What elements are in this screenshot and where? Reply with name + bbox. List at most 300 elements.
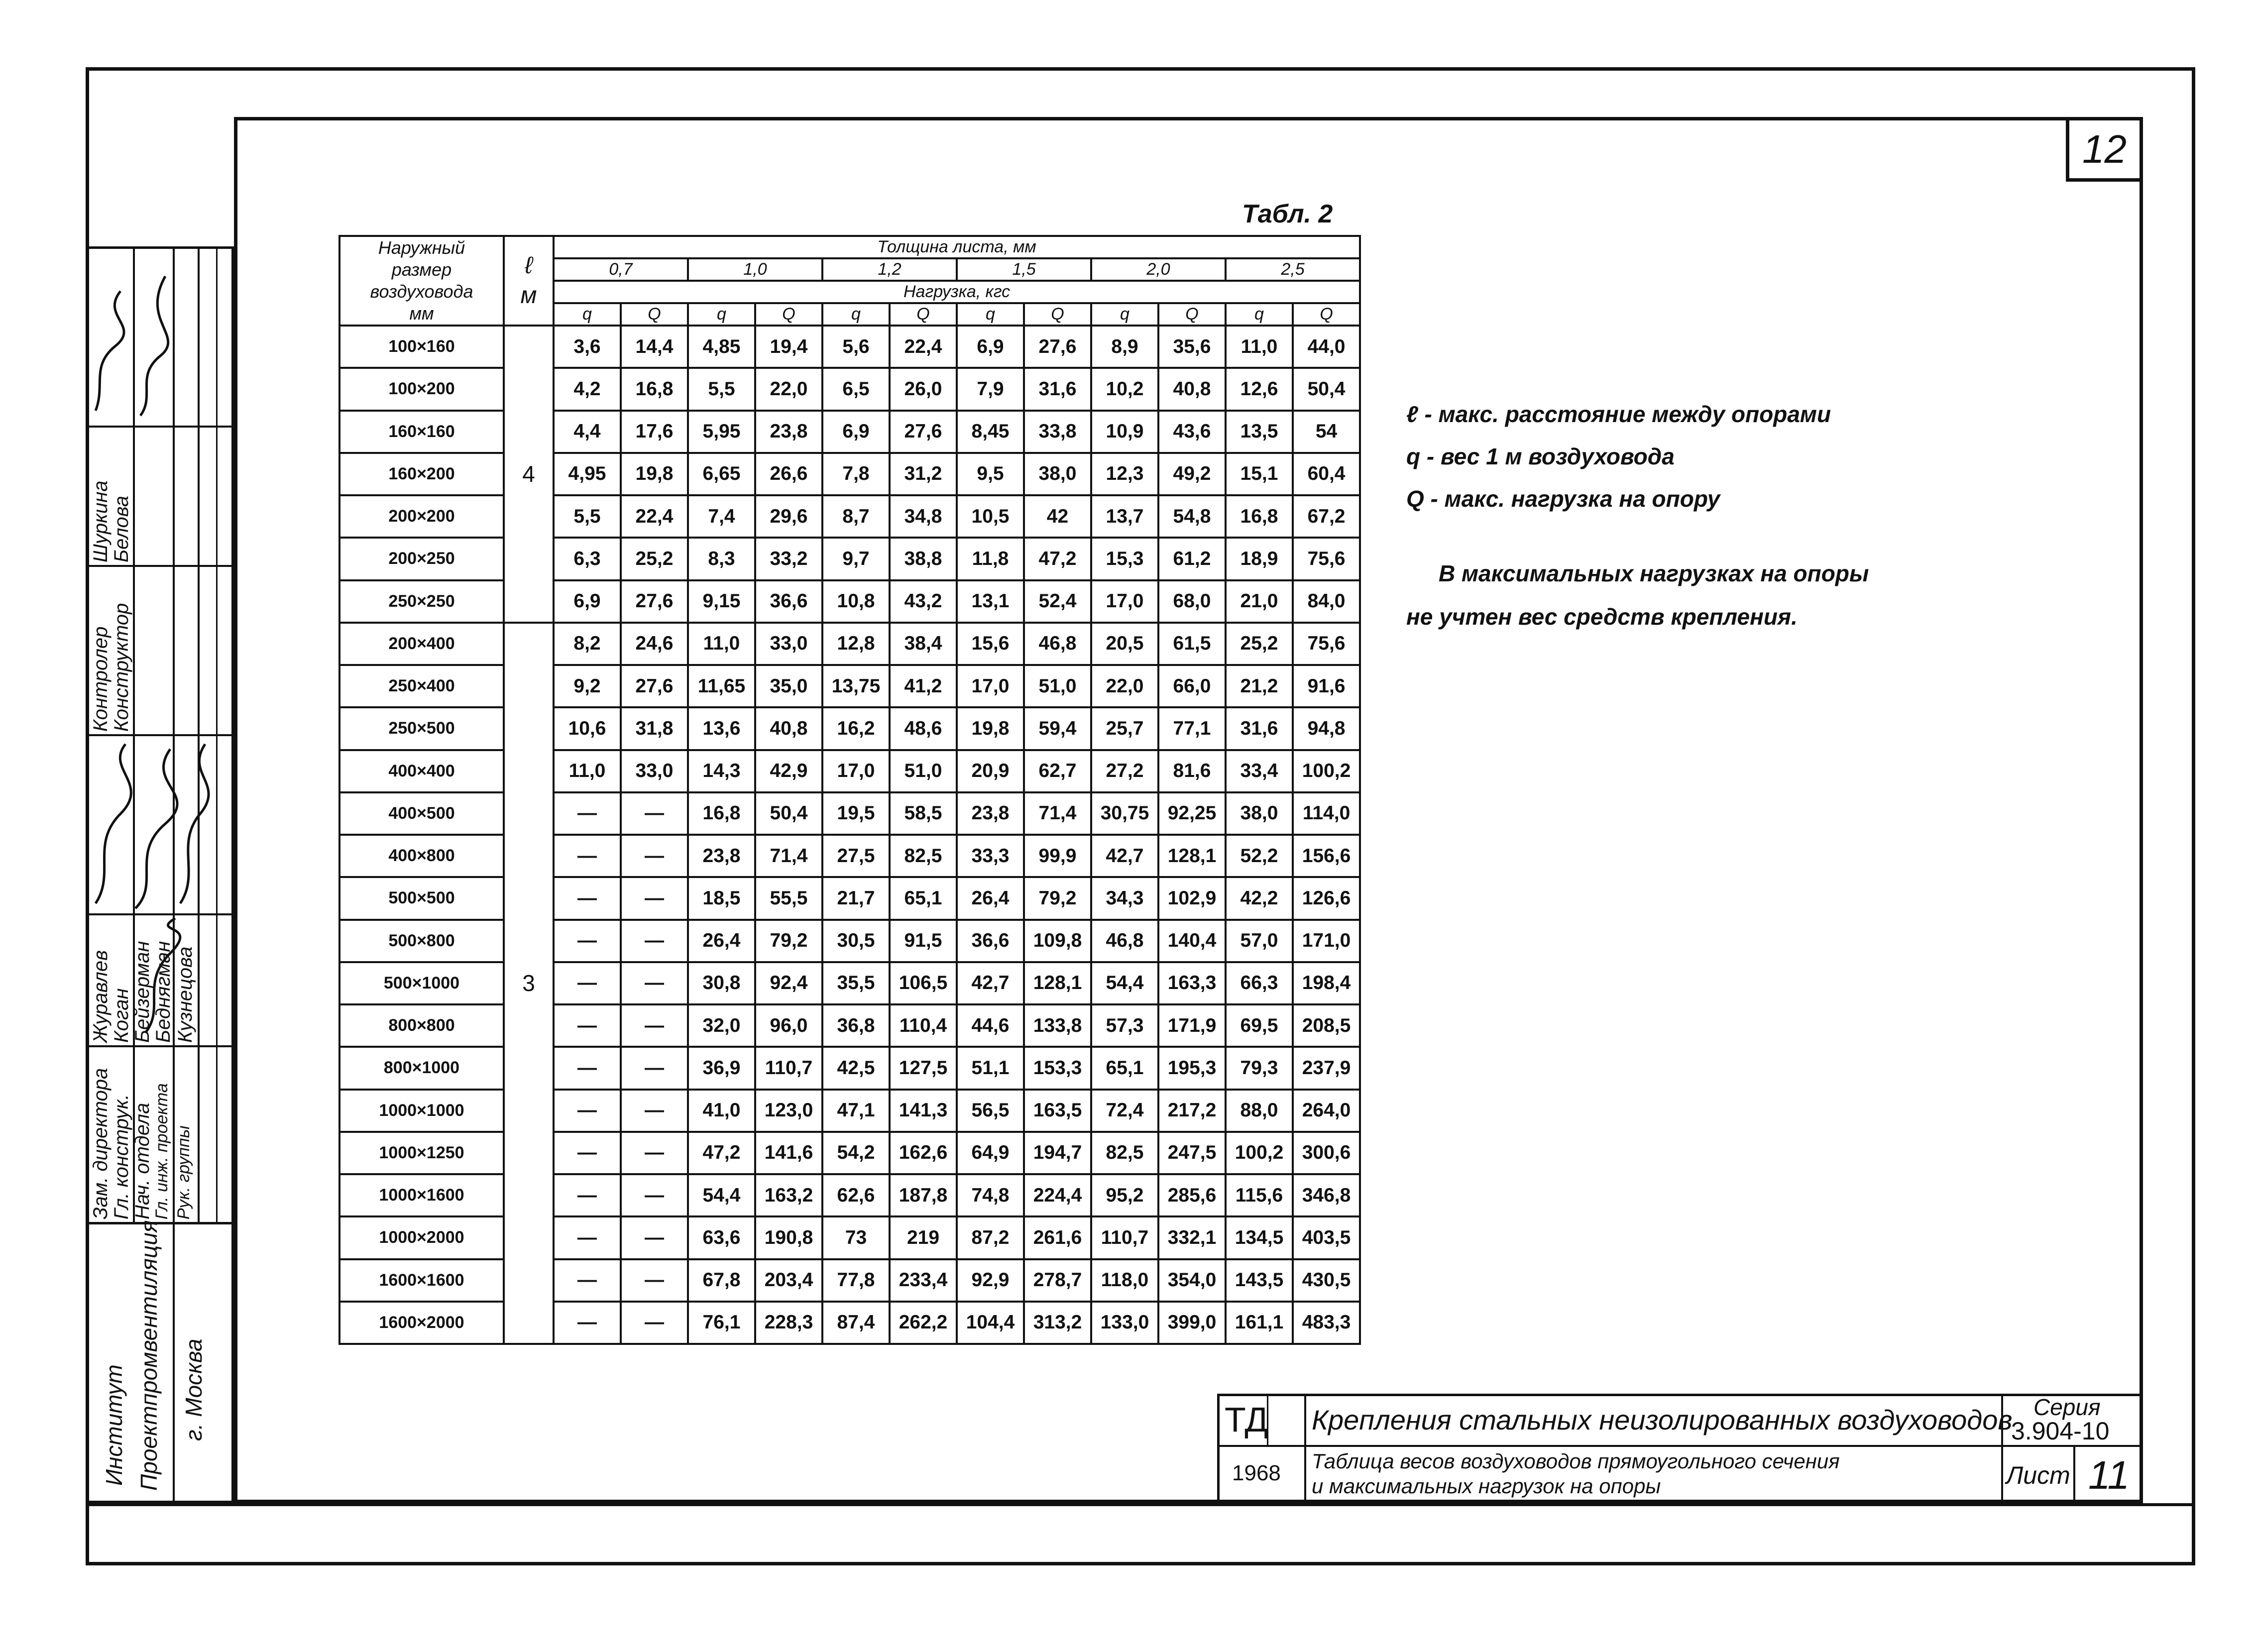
institute-label: Институт (101, 1364, 127, 1486)
load-value: — (621, 835, 688, 877)
table-row (339, 1174, 1360, 1216)
load-value: 100,2 (1293, 750, 1360, 792)
load-value: 224,4 (1024, 1174, 1091, 1216)
weight-value: — (554, 1004, 621, 1047)
weight-value: 21,2 (1226, 665, 1293, 707)
load-value: — (621, 1047, 688, 1089)
weight-value: 62,6 (822, 1174, 890, 1216)
weight-value: 73 (822, 1216, 890, 1259)
load-value: 29,6 (755, 495, 822, 538)
load-value: 99,9 (1024, 835, 1091, 877)
table-row (339, 1047, 1360, 1089)
duct-size: 800×1000 (339, 1047, 504, 1089)
load-value: 171,9 (1158, 1004, 1226, 1047)
thickness-col-0: 0,7 (554, 258, 688, 281)
duct-size: 1000×2000 (339, 1216, 504, 1259)
load-value: 43,2 (890, 580, 957, 623)
weight-value: 52,2 (1226, 835, 1293, 877)
weight-value: 134,5 (1226, 1216, 1293, 1259)
table-row (339, 1090, 1360, 1132)
weight-value: 79,3 (1226, 1047, 1293, 1089)
table-row (339, 580, 1360, 623)
weight-value: 51,1 (957, 1047, 1024, 1089)
weight-value: 26,4 (957, 877, 1024, 919)
weight-value: 23,8 (688, 835, 755, 877)
weight-value: 30,8 (688, 962, 755, 1004)
series-number: 3.904-10 (2011, 1417, 2110, 1445)
weight-value: 11,65 (688, 665, 755, 707)
duct-size: 200×200 (339, 495, 504, 538)
load-Q-header: Q (1158, 303, 1226, 326)
weight-value: 36,8 (822, 1004, 890, 1047)
weight-value: 100,2 (1226, 1132, 1293, 1174)
load-value: 26,6 (755, 453, 822, 495)
duct-size: 250×400 (339, 665, 504, 707)
weight-value: 8,7 (822, 495, 890, 538)
weight-value: 57,0 (1226, 920, 1293, 962)
weight-value: 6,3 (554, 538, 621, 580)
load-value: 403,5 (1293, 1216, 1360, 1259)
load-value: 42 (1024, 495, 1091, 538)
load-value: — (621, 877, 688, 919)
load-value: 68,0 (1158, 580, 1226, 623)
weight-value: 31,6 (1226, 707, 1293, 750)
weight-value: 12,3 (1091, 453, 1158, 495)
weight-value: 92,9 (957, 1259, 1024, 1302)
load-Q-header: Q (1024, 303, 1091, 326)
table-row (339, 750, 1360, 792)
load-value: 67,2 (1293, 495, 1360, 538)
weight-q-header: q (688, 303, 755, 326)
load-value: 96,0 (755, 1004, 822, 1047)
weight-value: 7,4 (688, 495, 755, 538)
load-value: 127,5 (890, 1047, 957, 1089)
weight-value: 11,0 (554, 750, 621, 792)
table-row (339, 835, 1360, 877)
weight-value: 25,2 (1226, 623, 1293, 665)
weight-value: 118,0 (1091, 1259, 1158, 1302)
thickness-header: Толщина листа, мм (554, 236, 1360, 258)
load-value: — (621, 792, 688, 835)
weight-value: 9,7 (822, 538, 890, 580)
load-value: 71,4 (755, 835, 822, 877)
load-value: 22,4 (890, 326, 957, 368)
weight-value: 33,4 (1226, 750, 1293, 792)
weight-value: — (554, 877, 621, 919)
weight-value: 46,8 (1091, 920, 1158, 962)
weight-value: 23,8 (957, 792, 1024, 835)
weight-value: 8,3 (688, 538, 755, 580)
load-value: 14,4 (621, 326, 688, 368)
weight-value: 15,3 (1091, 538, 1158, 580)
load-value: 33,0 (621, 750, 688, 792)
weight-value: 110,7 (1091, 1216, 1158, 1259)
load-value: 92,25 (1158, 792, 1226, 835)
weight-value: 36,6 (957, 920, 1024, 962)
weight-value: 21,7 (822, 877, 890, 919)
weight-value: 16,8 (1226, 495, 1293, 538)
load-value: 261,6 (1024, 1216, 1091, 1259)
table-row (339, 707, 1360, 750)
table-row (339, 538, 1360, 580)
duct-size: 500×1000 (339, 962, 504, 1004)
load-value: 114,0 (1293, 792, 1360, 835)
legend-Q: Q - макс. нагрузка на опору (1406, 486, 1720, 512)
left-stamp (86, 246, 234, 1503)
weight-value: 9,2 (554, 665, 621, 707)
weight-value: 20,5 (1091, 623, 1158, 665)
table-row (339, 411, 1360, 453)
legend-l: ℓ - макс. расстояние между опорами (1406, 401, 1831, 427)
load-value: 26,0 (890, 368, 957, 410)
load-Q-header: Q (755, 303, 822, 326)
weight-value: 13,1 (957, 580, 1024, 623)
load-value: 40,8 (755, 707, 822, 750)
load-value: 27,6 (621, 580, 688, 623)
load-value: — (621, 1004, 688, 1047)
table-row (339, 962, 1360, 1004)
weight-value: 6,5 (822, 368, 890, 410)
weight-value: 11,0 (1226, 326, 1293, 368)
load-value: 163,3 (1158, 962, 1226, 1004)
weight-value: 63,6 (688, 1216, 755, 1259)
load-value: 264,0 (1293, 1090, 1360, 1132)
load-value: 58,5 (890, 792, 957, 835)
load-value: 36,6 (755, 580, 822, 623)
load-value: 128,1 (1024, 962, 1091, 1004)
load-value: 19,8 (621, 453, 688, 495)
weight-q-header: q (554, 303, 621, 326)
load-value: 33,8 (1024, 411, 1091, 453)
weight-value: 13,6 (688, 707, 755, 750)
weight-value: 8,2 (554, 623, 621, 665)
load-value: 81,6 (1158, 750, 1226, 792)
load-value: — (621, 1090, 688, 1132)
weight-value: 20,9 (957, 750, 1024, 792)
load-value: 33,0 (755, 623, 822, 665)
weight-value: 12,8 (822, 623, 890, 665)
load-value: 219 (890, 1216, 957, 1259)
load-value: 71,4 (1024, 792, 1091, 835)
load-value: — (621, 962, 688, 1004)
weight-q-header: q (822, 303, 890, 326)
weight-value: — (554, 1132, 621, 1174)
duct-size: 1000×1250 (339, 1132, 504, 1174)
table-row (339, 1259, 1360, 1302)
table-row (339, 326, 1360, 368)
weight-value: 13,75 (822, 665, 890, 707)
load-value: — (621, 1174, 688, 1216)
weight-value: 35,5 (822, 962, 890, 1004)
load-Q-header: Q (1293, 303, 1360, 326)
load-value: 237,9 (1293, 1047, 1360, 1089)
load-value: 300,6 (1293, 1132, 1360, 1174)
data-table (338, 235, 1361, 1345)
name-designer: Белова (111, 495, 132, 562)
weight-value: 5,6 (822, 326, 890, 368)
load-value: 54,8 (1158, 495, 1226, 538)
name-2: Коган (111, 988, 132, 1043)
load-value: 285,6 (1158, 1174, 1226, 1216)
table-row (339, 623, 1360, 665)
weight-value: 87,2 (957, 1216, 1024, 1259)
load-value: 54 (1293, 411, 1360, 453)
load-value: 187,8 (890, 1174, 957, 1216)
weight-value: 42,5 (822, 1047, 890, 1089)
load-value: 156,6 (1293, 835, 1360, 877)
weight-value: 12,6 (1226, 368, 1293, 410)
span-length: 3 (504, 623, 554, 1344)
weight-value: 76,1 (688, 1302, 755, 1344)
weight-value: — (554, 1047, 621, 1089)
weight-value: 6,65 (688, 453, 755, 495)
load-value: 31,8 (621, 707, 688, 750)
load-value: 31,6 (1024, 368, 1091, 410)
weight-value: 21,0 (1226, 580, 1293, 623)
duct-size: 100×200 (339, 368, 504, 410)
load-value: 22,0 (755, 368, 822, 410)
load-value: 195,3 (1158, 1047, 1226, 1089)
duct-size: 500×800 (339, 920, 504, 962)
weight-value: 15,1 (1226, 453, 1293, 495)
weight-value: 10,6 (554, 707, 621, 750)
bottom-strip-line (86, 1503, 2195, 1506)
title-block (1217, 1394, 2143, 1503)
table-row (339, 453, 1360, 495)
name-3: Бейзерман (131, 941, 153, 1043)
weight-value: — (554, 1090, 621, 1132)
weight-value: 5,5 (554, 495, 621, 538)
weight-value: 18,5 (688, 877, 755, 919)
thickness-col-4: 2,0 (1091, 258, 1226, 281)
weight-value: 22,0 (1091, 665, 1158, 707)
load-value: 190,8 (755, 1216, 822, 1259)
load-value: 262,2 (890, 1302, 957, 1344)
load-value: 27,6 (890, 411, 957, 453)
weight-value: 18,9 (1226, 538, 1293, 580)
load-value: 47,2 (1024, 538, 1091, 580)
load-value: 194,7 (1024, 1132, 1091, 1174)
weight-value: 87,4 (822, 1302, 890, 1344)
load-value: 50,4 (755, 792, 822, 835)
load-value: 332,1 (1158, 1216, 1226, 1259)
name-5: Кузнецова (174, 946, 196, 1043)
weight-value: 36,9 (688, 1047, 755, 1089)
weight-value: 15,6 (957, 623, 1024, 665)
weight-value: 161,1 (1226, 1302, 1293, 1344)
load-value: 94,8 (1293, 707, 1360, 750)
duct-size: 160×160 (339, 411, 504, 453)
weight-value: — (554, 1259, 621, 1302)
weight-value: 115,6 (1226, 1174, 1293, 1216)
weight-value: 17,0 (1091, 580, 1158, 623)
weight-value: 54,2 (822, 1132, 890, 1174)
doc-code: ТД (1225, 1400, 1268, 1439)
weight-value: 13,7 (1091, 495, 1158, 538)
duct-size: 200×400 (339, 623, 504, 665)
weight-value: 4,4 (554, 411, 621, 453)
load-value: 61,2 (1158, 538, 1226, 580)
role-2: Гл. конструк. (111, 1094, 132, 1219)
weight-value: 133,0 (1091, 1302, 1158, 1344)
load-value: 79,2 (755, 920, 822, 962)
weight-value: 143,5 (1226, 1259, 1293, 1302)
load-Q-header: Q (890, 303, 957, 326)
weight-value: 19,8 (957, 707, 1024, 750)
role-5: Рук. группы (174, 1125, 193, 1219)
load-value: 128,1 (1158, 835, 1226, 877)
load-value: 38,8 (890, 538, 957, 580)
weight-value: — (554, 920, 621, 962)
sheet-number: 12 (2082, 127, 2127, 171)
weight-value: 34,3 (1091, 877, 1158, 919)
load-value: 34,8 (890, 495, 957, 538)
weight-value: 8,45 (957, 411, 1024, 453)
load-value: 38,0 (1024, 453, 1091, 495)
load-value: 38,4 (890, 623, 957, 665)
load-value: 126,6 (1293, 877, 1360, 919)
load-value: — (621, 1216, 688, 1259)
name-1: Журавлев (90, 950, 112, 1043)
load-value: 27,6 (1024, 326, 1091, 368)
weight-value: 13,5 (1226, 411, 1293, 453)
load-value: 106,5 (890, 962, 957, 1004)
load-value: 163,5 (1024, 1090, 1091, 1132)
weight-value: 30,75 (1091, 792, 1158, 835)
load-value: 91,5 (890, 920, 957, 962)
table-label: Табл. 2 (1242, 200, 1333, 228)
duct-size: 500×500 (339, 877, 504, 919)
load-value: 22,4 (621, 495, 688, 538)
weight-value: 6,9 (957, 326, 1024, 368)
weight-value: 19,5 (822, 792, 890, 835)
weight-value: 64,9 (957, 1132, 1024, 1174)
thickness-col-5: 2,5 (1226, 258, 1360, 281)
load-value: 17,6 (621, 411, 688, 453)
load-value: 25,2 (621, 538, 688, 580)
load-value: 46,8 (1024, 623, 1091, 665)
weight-q-header: q (1091, 303, 1158, 326)
load-value: 92,4 (755, 962, 822, 1004)
institute-name: Проектпромвентиляция (136, 1220, 162, 1491)
weight-value: 4,95 (554, 453, 621, 495)
weight-value: — (554, 1216, 621, 1259)
load-value: — (621, 1132, 688, 1174)
weight-value: 88,0 (1226, 1090, 1293, 1132)
load-value: 171,0 (1293, 920, 1360, 962)
load-value: 16,8 (621, 368, 688, 410)
weight-value: 56,5 (957, 1090, 1024, 1132)
duct-size: 100×160 (339, 326, 504, 368)
load-value: 82,5 (890, 835, 957, 877)
load-value: 55,5 (755, 877, 822, 919)
load-Q-header: Q (621, 303, 688, 326)
load-value: — (621, 1259, 688, 1302)
load-value: 50,4 (1293, 368, 1360, 410)
duct-size: 400×800 (339, 835, 504, 877)
sheet-number-box (2066, 117, 2143, 182)
load-value: 217,2 (1158, 1090, 1226, 1132)
weight-value: — (554, 1174, 621, 1216)
table-row (339, 920, 1360, 962)
weight-value: 77,8 (822, 1259, 890, 1302)
weight-value: 26,4 (688, 920, 755, 962)
weight-value: 9,15 (688, 580, 755, 623)
load-value: 278,7 (1024, 1259, 1091, 1302)
table-row (339, 495, 1360, 538)
name-controller: Шуркина (90, 480, 112, 562)
duct-size: 200×250 (339, 538, 504, 580)
weight-value: 41,0 (688, 1090, 755, 1132)
weight-value: 6,9 (822, 411, 890, 453)
load-value: 153,3 (1024, 1047, 1091, 1089)
table-row (339, 1132, 1360, 1174)
load-value: 84,0 (1293, 580, 1360, 623)
load-value: 91,6 (1293, 665, 1360, 707)
size-column-header: Наружный размер воздуховода мм (339, 236, 504, 326)
load-value: 75,6 (1293, 538, 1360, 580)
load-value: — (621, 920, 688, 962)
weight-value: 10,5 (957, 495, 1024, 538)
weight-value: — (554, 962, 621, 1004)
note-line-1: В максимальных нагрузках на опоры (1439, 560, 1869, 586)
duct-size: 400×400 (339, 750, 504, 792)
weight-value: 5,5 (688, 368, 755, 410)
weight-value: — (554, 835, 621, 877)
load-value: 40,8 (1158, 368, 1226, 410)
load-header: Нагрузка, кгс (554, 281, 1360, 303)
weight-value: 6,9 (554, 580, 621, 623)
role-designer: Конструктор (111, 603, 132, 732)
weight-value: 42,7 (957, 962, 1024, 1004)
duct-size: 1600×2000 (339, 1302, 504, 1344)
weight-value: 54,4 (1091, 962, 1158, 1004)
thickness-col-3: 1,5 (957, 258, 1091, 281)
load-value: 208,5 (1293, 1004, 1360, 1047)
role-3: Нач. отдела (131, 1102, 153, 1219)
load-value: — (621, 1302, 688, 1344)
table-row (339, 665, 1360, 707)
span-column-header: ℓ м (504, 236, 554, 326)
thickness-col-1: 1,0 (688, 258, 822, 281)
weight-value: 10,9 (1091, 411, 1158, 453)
weight-value: 47,1 (822, 1090, 890, 1132)
weight-value: 82,5 (1091, 1132, 1158, 1174)
duct-size: 1000×1000 (339, 1090, 504, 1132)
weight-value: 27,2 (1091, 750, 1158, 792)
load-value: 42,9 (755, 750, 822, 792)
weight-value: 47,2 (688, 1132, 755, 1174)
load-value: 313,2 (1024, 1302, 1091, 1344)
weight-value: 7,8 (822, 453, 890, 495)
load-value: 162,6 (890, 1132, 957, 1174)
table-row (339, 1004, 1360, 1047)
table-row (339, 1216, 1360, 1259)
duct-size: 160×200 (339, 453, 504, 495)
load-value: 140,4 (1158, 920, 1226, 962)
note-line-2: не учтен вес средств крепления. (1406, 604, 1798, 630)
load-value: 399,0 (1158, 1302, 1226, 1344)
duct-size: 1000×1600 (339, 1174, 504, 1216)
load-value: 33,2 (755, 538, 822, 580)
weight-value: 7,9 (957, 368, 1024, 410)
weight-value: 65,1 (1091, 1047, 1158, 1089)
load-value: 77,1 (1158, 707, 1226, 750)
role-controller: Контролер (90, 626, 112, 732)
duct-size: 800×800 (339, 1004, 504, 1047)
load-value: 62,7 (1024, 750, 1091, 792)
weight-value: 8,9 (1091, 326, 1158, 368)
